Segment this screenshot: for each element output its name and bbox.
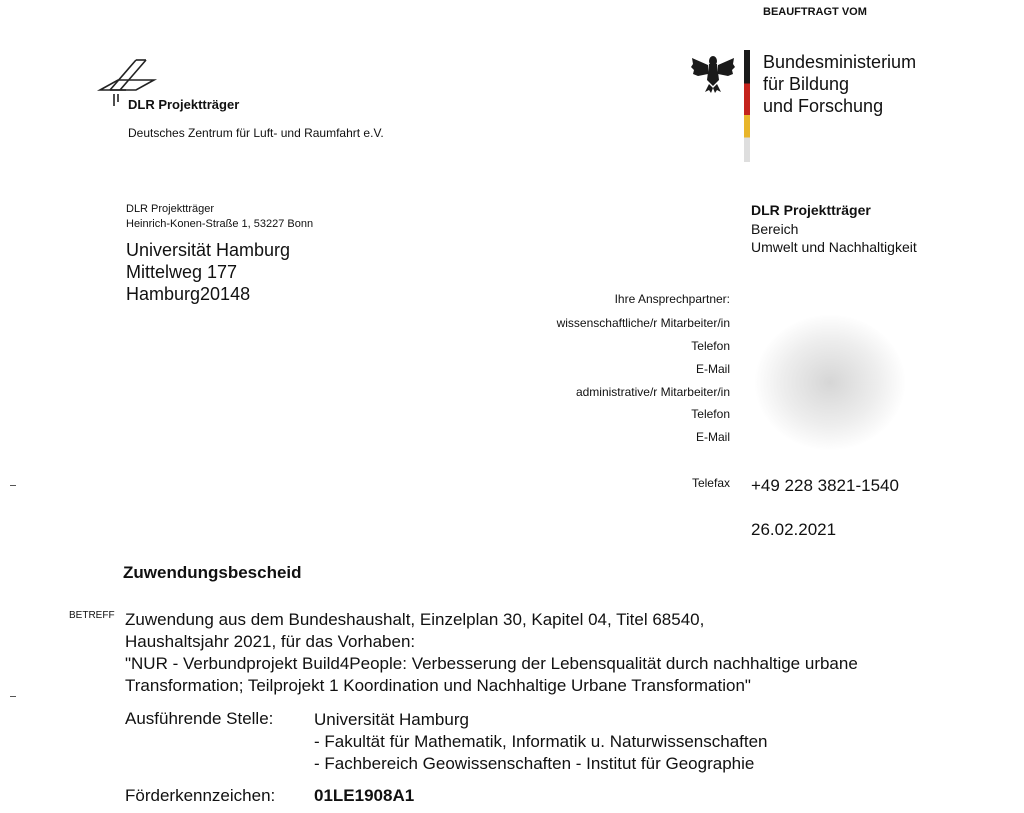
- ministry-name: [763, 51, 963, 117]
- contact-label: administrative/r Mitarbeiter/in: [575, 385, 730, 399]
- contact-heading: Ihre Ansprechpartner:: [614, 292, 730, 306]
- contact-label: wissenschaftliche/r Mitarbeiter/in: [556, 316, 730, 330]
- commissioned-by-label: BEAUFTRAGT VOM: [763, 6, 867, 18]
- contact-label: E-Mail: [695, 362, 730, 376]
- recipient-line: Universität Hamburg: [126, 240, 291, 260]
- contact-label: Telefon: [691, 339, 730, 353]
- document-title: Zuwendungsbescheid: [123, 563, 302, 582]
- funding-reference-value: 01LE1908A1: [314, 786, 415, 805]
- sender-address: Heinrich-Konen-Straße 1, 53227 Bonn: [126, 218, 314, 230]
- dlr-logo-name: DLR Projektträger: [128, 97, 240, 112]
- recipient-line: Hamburg20148: [126, 284, 251, 304]
- dlr-full-name: Deutsches Zentrum für Luft- und Raumfahrt e.V.: [128, 126, 384, 140]
- ministry-line: und Forschung: [763, 96, 884, 116]
- department-line: Umwelt und Nachhaltigkeit: [751, 239, 917, 255]
- executing-body-label: Ausführende Stelle:: [125, 709, 274, 728]
- funding-reference-label: Förderkennzeichen:: [125, 786, 276, 805]
- subject-line: Haushaltsjahr 2021, für das Vorhaben:: [125, 632, 416, 651]
- fax-number: +49 228 3821-1540: [751, 476, 899, 495]
- executing-body: [314, 709, 768, 775]
- recipient-line: Mittelweg 177: [126, 262, 238, 282]
- contact-label: E-Mail: [695, 430, 730, 444]
- federal-eagle-icon: [690, 50, 736, 99]
- letter-date: 26.02.2021: [751, 520, 837, 539]
- scan-mark: [10, 696, 16, 697]
- fax-label: Telefax: [691, 476, 730, 490]
- executing-line: Universität Hamburg: [314, 710, 469, 729]
- redacted-contact-details: [755, 315, 905, 450]
- subject-line: Transformation; Teilprojekt 1 Koordination und Nachhaltige Urbane Transformation": [125, 676, 751, 695]
- ministry-line: Bundesministerium: [763, 52, 917, 72]
- subject-label: BETREFF: [69, 610, 115, 621]
- sender-name: DLR Projektträger: [126, 203, 215, 215]
- subject-line: "NUR - Verbundprojekt Build4People: Verbesserung der Lebensqualität durch nachhaltige urbane: [125, 654, 858, 673]
- ministry-flag-bar: [744, 50, 750, 162]
- scan-mark: [10, 485, 16, 486]
- subject-line: Zuwendung aus dem Bundeshaushalt, Einzelplan 30, Kapitel 04, Titel 68540,: [125, 610, 705, 629]
- department-name: DLR Projektträger: [751, 202, 871, 218]
- contact-label: Telefon: [691, 407, 730, 421]
- executing-line: - Fakultät für Mathematik, Informatik u. Naturwissenschaften: [314, 732, 768, 751]
- ministry-line: für Bildung: [763, 74, 850, 94]
- department-line: Bereich: [751, 221, 799, 237]
- executing-line: - Fachbereich Geowissenschaften - Institut für Geographie: [314, 754, 755, 773]
- subject-text: [125, 609, 985, 697]
